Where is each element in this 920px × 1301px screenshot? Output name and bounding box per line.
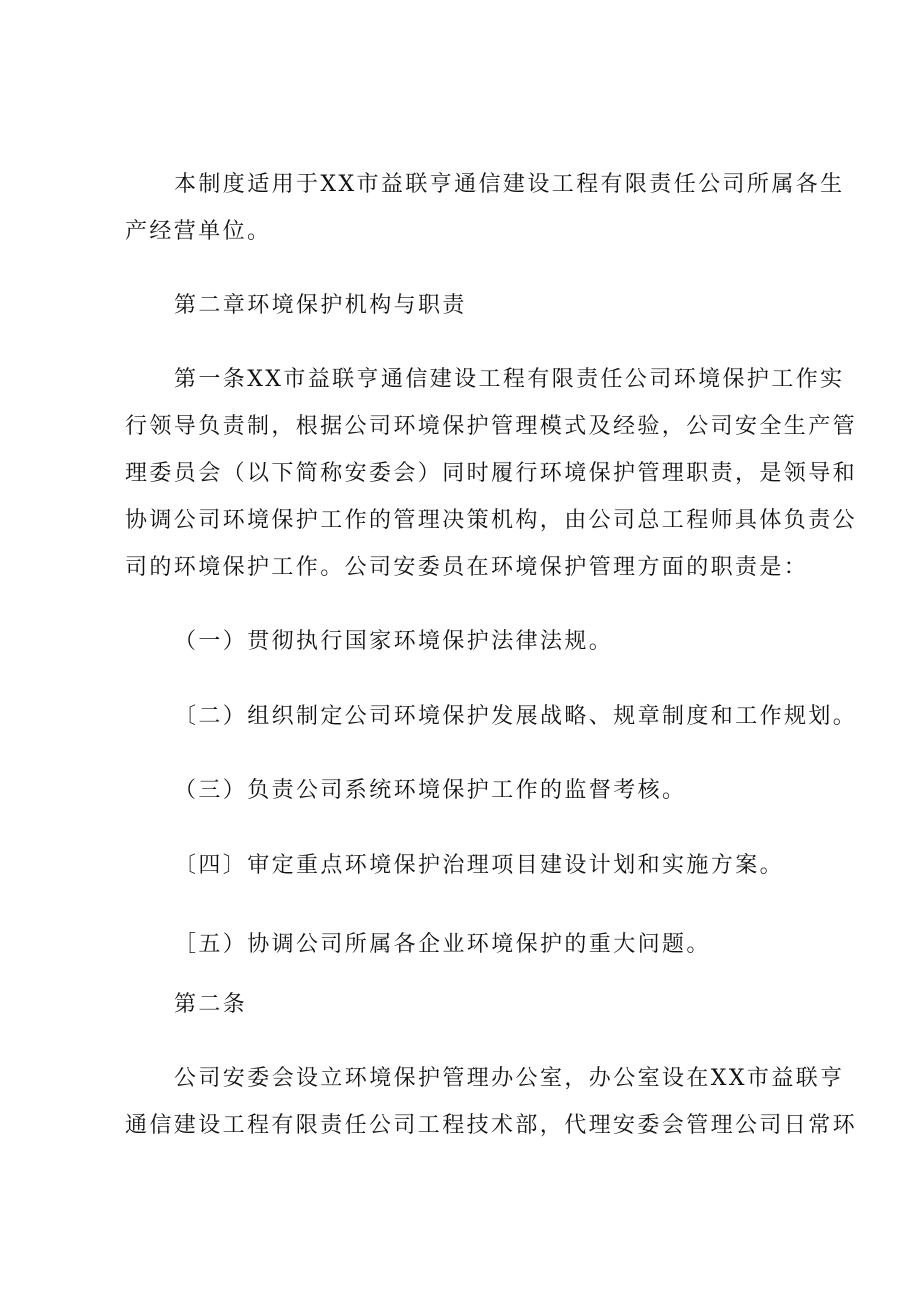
duty-item-2: 〔二）组织制定公司环境保护发展战略、规章制度和工作规划。 [174, 704, 858, 729]
duty-item-5: ［五）协调公司所属各企业环境保护的重大问题。 [174, 932, 711, 957]
chapter-heading: 第二章环境保护机构与职责 [174, 293, 467, 318]
article-2-line-1: 公司安委会设立环境保护管理办公室，办公室设在XX市益联亨 [174, 1066, 845, 1091]
article-1-line-1: 第一条XX市益联亨通信建设工程有限责任公司环境保护工作实 [174, 367, 845, 392]
scope-paragraph-line-2: 产经营单位。 [125, 219, 272, 244]
scope-paragraph-line-1: 本制度适用于XX市益联亨通信建设工程有限责任公司所属各生 [174, 172, 845, 197]
article-1-line-5: 司的环境保护工作。公司安委员在环境保护管理方面的职责是： [125, 555, 809, 580]
duty-item-3: （三）负责公司系统环境保护工作的监督考核。 [174, 778, 687, 803]
article-2-line-2: 通信建设工程有限责任公司工程技术部，代理安委会管理公司日常环 [125, 1113, 858, 1138]
duty-item-4: 〔四〕审定重点环境保护治理项目建设计划和实施方案。 [174, 853, 785, 878]
article-2-heading: 第二条 [174, 992, 248, 1017]
article-1-line-2: 行领导负责制，根据公司环境保护管理模式及经验，公司安全生产管 [125, 414, 858, 439]
article-1-line-4: 协调公司环境保护工作的管理决策机构，由公司总工程师具体负责公 [125, 508, 858, 533]
article-1-line-3: 理委员会（以下简称安委会）同时履行环境保护管理职责，是领导和 [125, 461, 858, 486]
duty-item-1: （一）贯彻执行国家环境保护法律法规。 [174, 629, 614, 654]
